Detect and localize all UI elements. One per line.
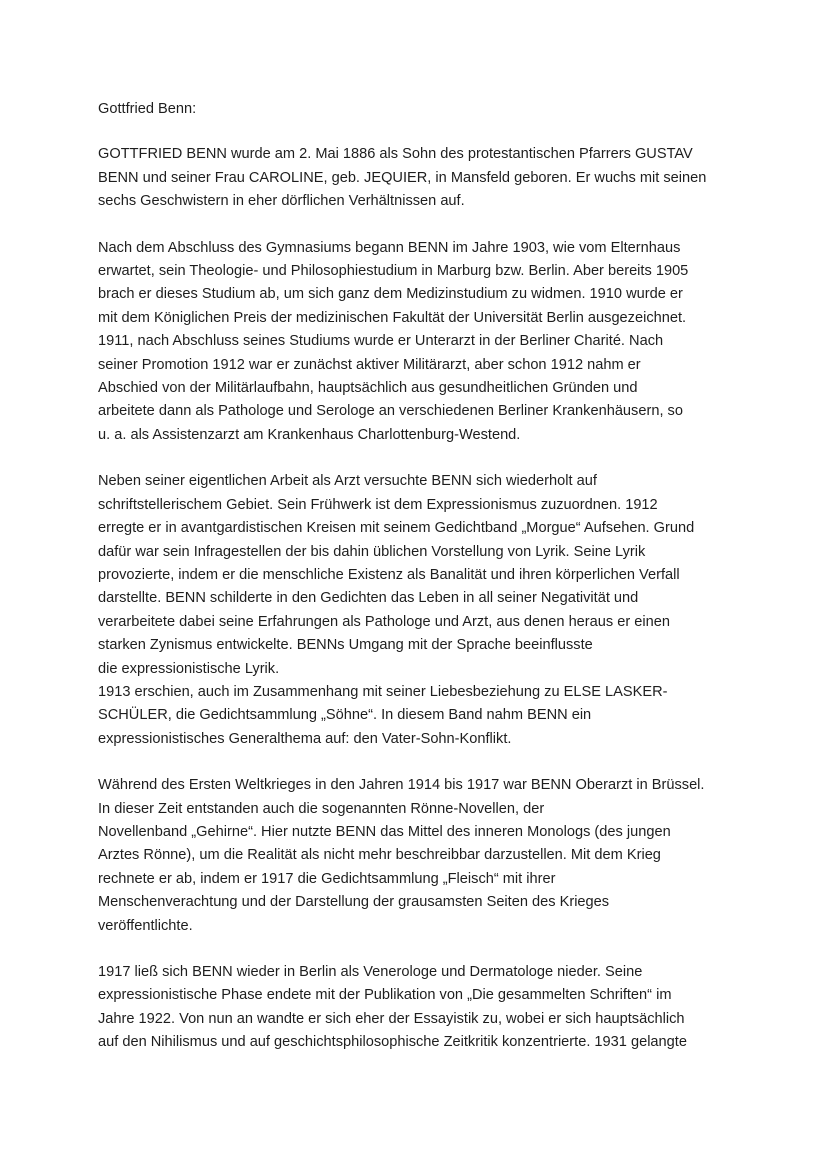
text-line: provozierte, indem er die menschliche Existenz als Banalität und ihren körperlichen Verfall <box>98 566 680 583</box>
text-line: expressionistisches Generalthema auf: den Vater-Sohn-Konflikt. <box>98 730 512 747</box>
text-line: Jahre 1922. Von nun an wandte er sich eher der Essayistik zu, wobei er sich hauptsächlich <box>98 1010 685 1027</box>
paragraph <box>98 961 738 1055</box>
text-line: GOTTFRIED BENN wurde am 2. Mai 1886 als Sohn des protestantischen Pfarrers GUSTAV <box>98 146 693 163</box>
text-line: Abschied von der Militärlaufbahn, hauptsächlich aus gesundheitlichen Gründen und <box>98 380 638 397</box>
text-line: erwartet, sein Theologie- und Philosophiestudium in Marburg bzw. Berlin. Aber bereits 1905 <box>98 263 689 280</box>
text-line: dafür war sein Infragestellen der bis dahin üblichen Vorstellung von Lyrik. Seine Lyrik <box>98 543 646 560</box>
text-line: rechnete er ab, indem er 1917 die Gedichtsammlung „Fleisch“ mit ihrer <box>98 870 556 887</box>
document-title: Gottfried Benn: <box>98 101 197 117</box>
text-line: starken Zynismus entwickelte. BENNs Umgang mit der Sprache beeinflusste <box>98 637 593 654</box>
text-line: schriftstellerischem Gebiet. Sein Frühwerk ist dem Expressionismus zuzuordnen. 1912 <box>98 496 658 513</box>
document-body <box>98 98 738 1078</box>
text-line: Arztes Rönne), um die Realität als nicht mehr beschreibbar darzustellen. Mit dem Krieg <box>98 847 661 864</box>
text-line: sechs Geschwistern in eher dörflichen Verhältnissen auf. <box>98 193 465 210</box>
paragraph-list <box>98 143 738 1054</box>
text-line: Neben seiner eigentlichen Arbeit als Arzt versuchte BENN sich wiederholt auf <box>98 473 597 490</box>
paragraph <box>98 237 738 448</box>
text-line: expressionistische Phase endete mit der Publikation von „Die gesammelten Schriften“ im <box>98 987 672 1004</box>
text-line: Während des Ersten Weltkrieges in den Jahren 1914 bis 1917 war BENN Oberarzt in Brüssel. <box>98 777 705 794</box>
text-line: BENN und seiner Frau CAROLINE, geb. JEQUIER, in Mansfeld geboren. Er wuchs mit seinen <box>98 169 707 186</box>
text-line: SCHÜLER, die Gedichtsammlung „Söhne“. In diesem Band nahm BENN ein <box>98 707 592 724</box>
text-line: veröffentlichte. <box>98 917 193 934</box>
text-line: darstellte. BENN schilderte in den Gedichten das Leben in all seiner Negativität und <box>98 590 639 607</box>
paragraph <box>98 470 738 681</box>
paragraph <box>98 143 738 213</box>
text-line: Nach dem Abschluss des Gymnasiums begann BENN im Jahre 1903, wie vom Elternhaus <box>98 239 681 256</box>
paragraph <box>98 681 738 751</box>
text-line: auf den Nihilismus und auf geschichtsphilosophische Zeitkritik konzentrierte. 1931 gelangte <box>98 1034 687 1051</box>
text-line: Menschenverachtung und der Darstellung der grausamsten Seiten des Krieges <box>98 894 610 911</box>
text-line: seiner Promotion 1912 war er zunächst aktiver Militärarzt, aber schon 1912 nahm er <box>98 356 641 373</box>
text-line: die expressionistische Lyrik. <box>98 660 280 677</box>
text-line: brach er dieses Studium ab, um sich ganz dem Medizinstudium zu widmen. 1910 wurde er <box>98 286 683 303</box>
text-line: verarbeitete dabei seine Erfahrungen als Pathologe und Arzt, aus denen heraus er einen <box>98 613 670 630</box>
text-line: mit dem Königlichen Preis der medizinischen Fakultät der Universität Berlin ausgezeichnet. <box>98 309 687 326</box>
text-line: erregte er in avantgardistischen Kreisen mit seinem Gedichtband „Morgue“ Aufsehen. Grund <box>98 520 695 537</box>
paragraph <box>98 774 738 938</box>
text-line: arbeitete dann als Pathologe und Serologe an verschiedenen Berliner Krankenhäusern, so <box>98 403 683 420</box>
text-line: Novellenband „Gehirne“. Hier nutzte BENN das Mittel des inneren Monologs (des jungen <box>98 823 671 840</box>
text-line: 1911, nach Abschluss seines Studiums wurde er Unterarzt in der Berliner Charité. Nach <box>98 333 664 350</box>
text-line: In dieser Zeit entstanden auch die sogenannten Rönne-Novellen, der <box>98 800 545 817</box>
text-line: 1913 erschien, auch im Zusammenhang mit seiner Liebesbeziehung zu ELSE LASKER- <box>98 683 668 700</box>
text-line: u. a. als Assistenzarzt am Krankenhaus Charlottenburg-Westend. <box>98 426 521 443</box>
text-line: 1917 ließ sich BENN wieder in Berlin als Venerologe und Dermatologe nieder. Seine <box>98 964 643 980</box>
